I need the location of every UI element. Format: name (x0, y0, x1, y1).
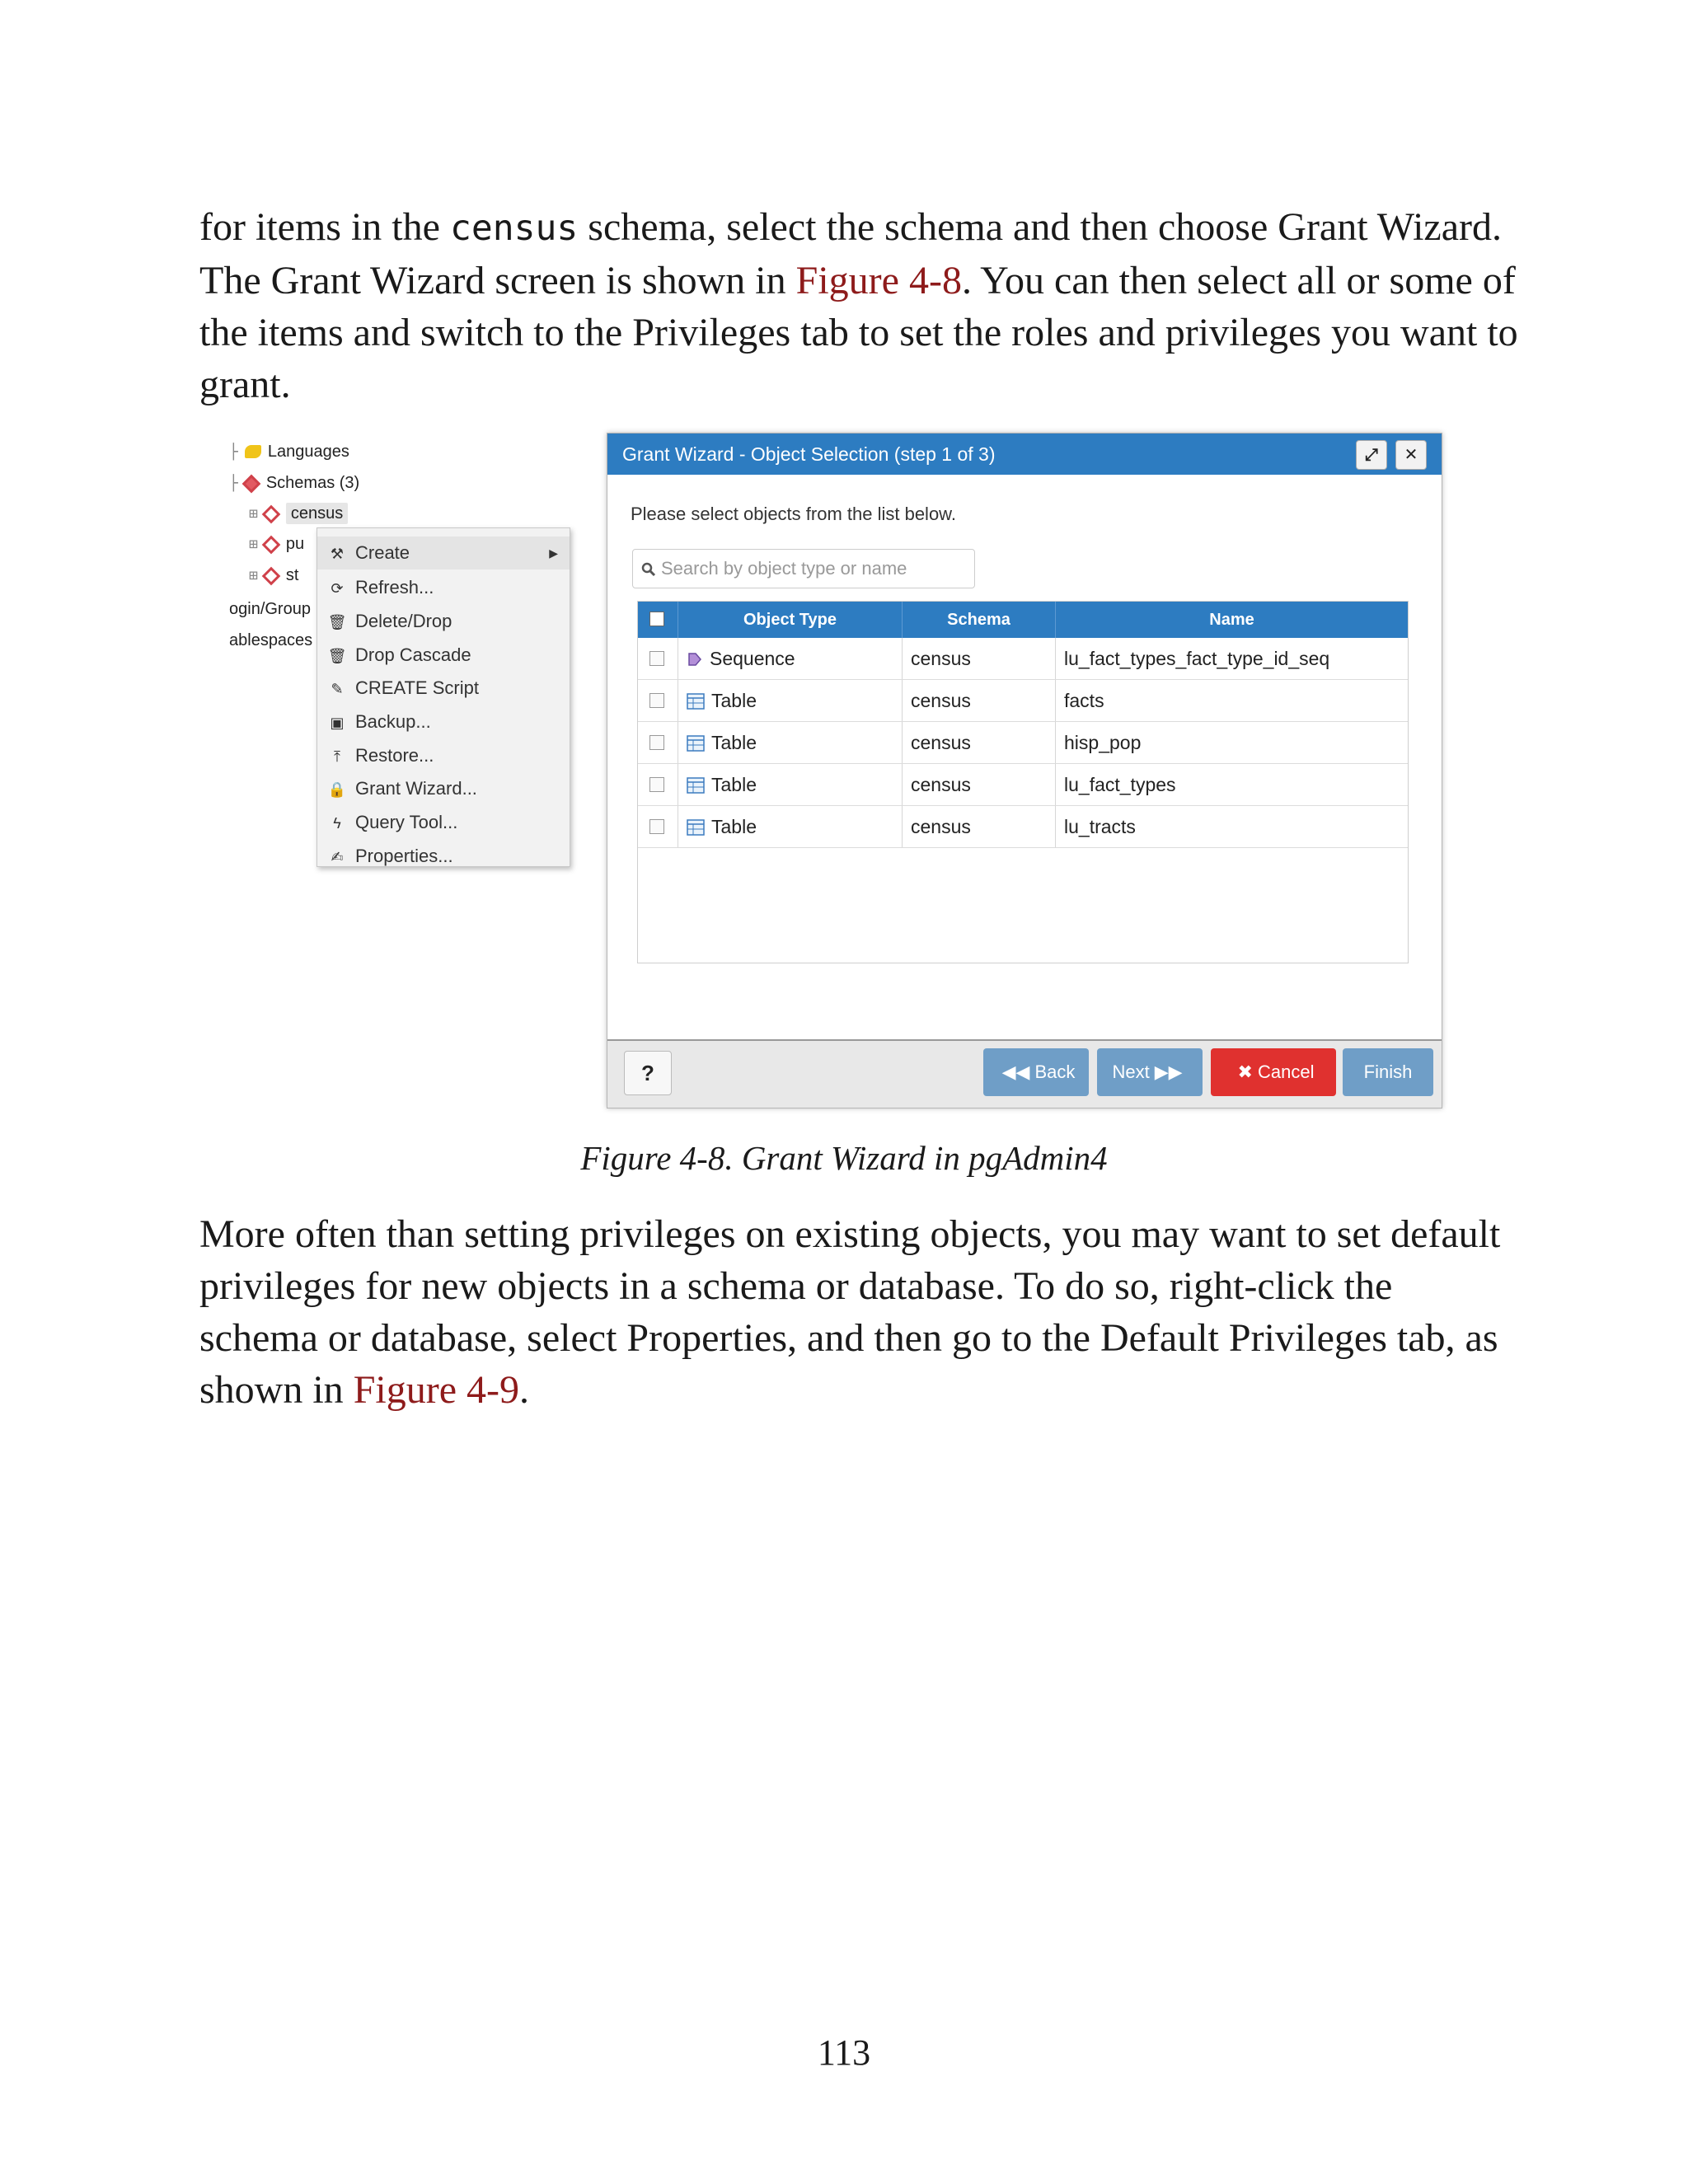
table-row[interactable] (638, 806, 1408, 848)
table-icon (687, 819, 705, 836)
lock-icon: 🔒 (327, 781, 347, 798)
tree-label: pu (285, 535, 305, 553)
inline-code: census (449, 208, 579, 249)
figure-link[interactable]: Figure 4-8 (795, 259, 962, 302)
page-number: 113 (817, 2032, 871, 2073)
tree-item-census[interactable] (249, 501, 348, 526)
select-all-checkbox[interactable] (649, 612, 664, 626)
tree-item-languages[interactable] (229, 439, 349, 464)
instruction-text: Please select objects from the list below. (631, 504, 956, 524)
menu-item-query-tool[interactable] (317, 806, 570, 839)
expand-icon: ⊞ (249, 505, 258, 523)
menu-item-label: CREATE Script (355, 677, 479, 698)
next-button[interactable] (1097, 1048, 1203, 1096)
tree-item-login-roles[interactable]: ogin/Group (229, 600, 311, 618)
table-header (638, 602, 1408, 638)
cancel-button[interactable] (1211, 1048, 1336, 1096)
schema-icon (262, 567, 281, 586)
tree-label: Languages (267, 443, 349, 461)
table-icon (687, 777, 705, 794)
cell-name: facts (1055, 680, 1408, 721)
figure-caption: Figure 4-8. Grant Wizard in pgAdmin4 (580, 1139, 1108, 1177)
figure-grant-wizard (223, 433, 1459, 1125)
tree-item-tablespaces[interactable]: ablespaces (229, 631, 313, 649)
tree-label: census (286, 503, 348, 524)
cell-object-type (678, 680, 902, 721)
schemas-icon (242, 475, 261, 494)
menu-item-label: Drop Cascade (355, 644, 471, 665)
search-icon (641, 562, 656, 577)
menu-item-label: Restore... (355, 745, 434, 766)
table-row[interactable] (638, 680, 1408, 722)
tree-branch-icon: ├ (229, 475, 238, 492)
dialog-title: Grant Wizard - Object Selection (step 1 of 3) (622, 443, 996, 465)
cell-text: Table (711, 732, 757, 753)
text-run: . (519, 1368, 529, 1412)
cell-schema: census (902, 638, 1055, 679)
close-button[interactable] (1395, 440, 1427, 470)
row-checkbox[interactable] (649, 651, 664, 666)
column-header-schema[interactable]: Schema (902, 602, 1055, 638)
row-select[interactable] (638, 722, 678, 763)
objects-table (637, 601, 1409, 963)
cell-name: hisp_pop (1055, 722, 1408, 763)
refresh-icon: ⟳ (331, 580, 344, 597)
table-row[interactable] (638, 722, 1408, 764)
cell-schema: census (902, 764, 1055, 805)
row-select[interactable] (638, 638, 678, 679)
cell-name: lu_tracts (1055, 806, 1408, 847)
cell-object-type (678, 638, 902, 679)
cell-schema: census (902, 722, 1055, 763)
menu-item-label: Create (355, 542, 410, 563)
body-paragraph-2 (199, 1208, 1518, 1416)
column-header-name[interactable]: Name (1055, 602, 1408, 638)
dialog-title-bar[interactable] (607, 434, 1442, 475)
cell-text: Table (711, 690, 757, 711)
expand-arrows-icon: ⤢ (1365, 446, 1378, 464)
text-run: schema, select the schema and then choose Grant Wizard. The Grant Wizard screen is shown in (199, 205, 1503, 302)
search-placeholder: Search by object type or name (661, 558, 907, 579)
bolt-icon: ϟ (333, 815, 341, 832)
menu-item-label: Delete/Drop (355, 611, 452, 631)
menu-item-properties[interactable] (317, 840, 570, 873)
row-checkbox[interactable] (649, 693, 664, 708)
menu-item-label: Backup... (355, 711, 431, 732)
button-label: Cancel (1257, 1062, 1315, 1082)
cell-text: Table (711, 774, 757, 795)
schema-icon (262, 536, 281, 555)
schema-icon (262, 505, 281, 524)
next-arrow-icon: ▶▶ (1154, 1062, 1183, 1082)
text-run: for items in the (199, 205, 450, 249)
menu-item-backup[interactable] (317, 705, 570, 738)
upload-icon: ⤒ (334, 748, 340, 765)
menu-item-label: Query Tool... (355, 812, 458, 832)
menu-item-label: Properties... (355, 846, 453, 866)
language-icon (245, 445, 261, 458)
tree-label: Schemas (3) (265, 474, 360, 492)
row-checkbox[interactable] (649, 735, 664, 750)
row-checkbox[interactable] (649, 777, 664, 792)
cell-object-type (678, 764, 902, 805)
button-label: Next (1112, 1062, 1150, 1082)
body-paragraph-1 (199, 201, 1518, 410)
tree-item-staging[interactable] (249, 563, 298, 588)
menu-item-refresh[interactable] (317, 571, 570, 604)
help-button[interactable]: ? (624, 1051, 672, 1095)
search-input[interactable] (632, 549, 975, 588)
sequence-icon (687, 651, 703, 668)
edit-icon: ✍ (331, 849, 344, 865)
figure-link[interactable]: Figure 4-9 (353, 1368, 519, 1412)
column-header-object-type[interactable]: Object Type (678, 602, 902, 638)
text-run: More often than setting privileges on existing objects, you may want to set default privileges for new objects in a schema or database. To do so, right-click the schema or database, select Properties, and then go to the Default Privileges tab, as shown in (199, 1212, 1501, 1412)
button-label: Back (1034, 1062, 1076, 1082)
row-select[interactable] (638, 764, 678, 805)
menu-item-grant-wizard[interactable] (317, 772, 570, 805)
floppy-icon: ▣ (330, 715, 345, 731)
expand-icon: ⊞ (249, 536, 258, 553)
cell-name: lu_fact_types_fact_type_id_seq (1055, 638, 1408, 679)
text-run: . You can then select all or some of the items and switch to the Privileges tab to set the roles and privileges you want to grant. (199, 259, 1518, 406)
table-icon (687, 735, 705, 752)
submenu-arrow-icon: ▶ (549, 546, 558, 560)
expand-icon: ⊞ (249, 567, 258, 584)
cell-schema: census (902, 680, 1055, 721)
cell-name: lu_fact_types (1055, 764, 1408, 805)
tree-item-schemas[interactable] (229, 471, 359, 495)
row-select[interactable] (638, 680, 678, 721)
close-icon: ✕ (1404, 446, 1418, 464)
table-row[interactable] (638, 764, 1408, 806)
dialog-footer (607, 1039, 1442, 1108)
menu-item-label: Grant Wizard... (355, 778, 477, 799)
menu-item-restore[interactable] (317, 739, 570, 772)
cell-object-type (678, 806, 902, 847)
cell-text: Sequence (710, 648, 795, 669)
menu-item-create[interactable] (317, 537, 570, 569)
menu-item-drop-cascade[interactable] (317, 639, 570, 672)
grant-wizard-dialog (607, 433, 1442, 1108)
trash-icon: 🗑 (327, 614, 347, 630)
row-checkbox[interactable] (649, 819, 664, 834)
context-menu (316, 527, 570, 867)
menu-item-label: Refresh... (355, 577, 434, 598)
menu-item-delete-drop[interactable] (317, 605, 570, 638)
cell-text: Table (711, 816, 757, 837)
table-row[interactable] (638, 638, 1408, 680)
tree-item-public[interactable] (249, 532, 304, 556)
back-button[interactable] (983, 1048, 1089, 1096)
cell-schema: census (902, 806, 1055, 847)
cell-object-type (678, 722, 902, 763)
finish-button[interactable]: Finish (1343, 1048, 1433, 1096)
tree-label: st (285, 566, 299, 584)
menu-item-create-script[interactable] (317, 672, 570, 705)
table-icon (687, 693, 705, 710)
maximize-button[interactable] (1356, 440, 1387, 470)
row-select[interactable] (638, 806, 678, 847)
close-icon: ✖ (1237, 1062, 1253, 1082)
trash-icon: 🗑 (327, 648, 347, 664)
back-arrow-icon: ◀◀ (1001, 1062, 1030, 1082)
header-select-all[interactable] (638, 602, 678, 638)
tree-branch-icon: ├ (229, 443, 238, 461)
wand-icon: ⚒ (330, 546, 345, 562)
pencil-icon: ✎ (331, 681, 344, 697)
